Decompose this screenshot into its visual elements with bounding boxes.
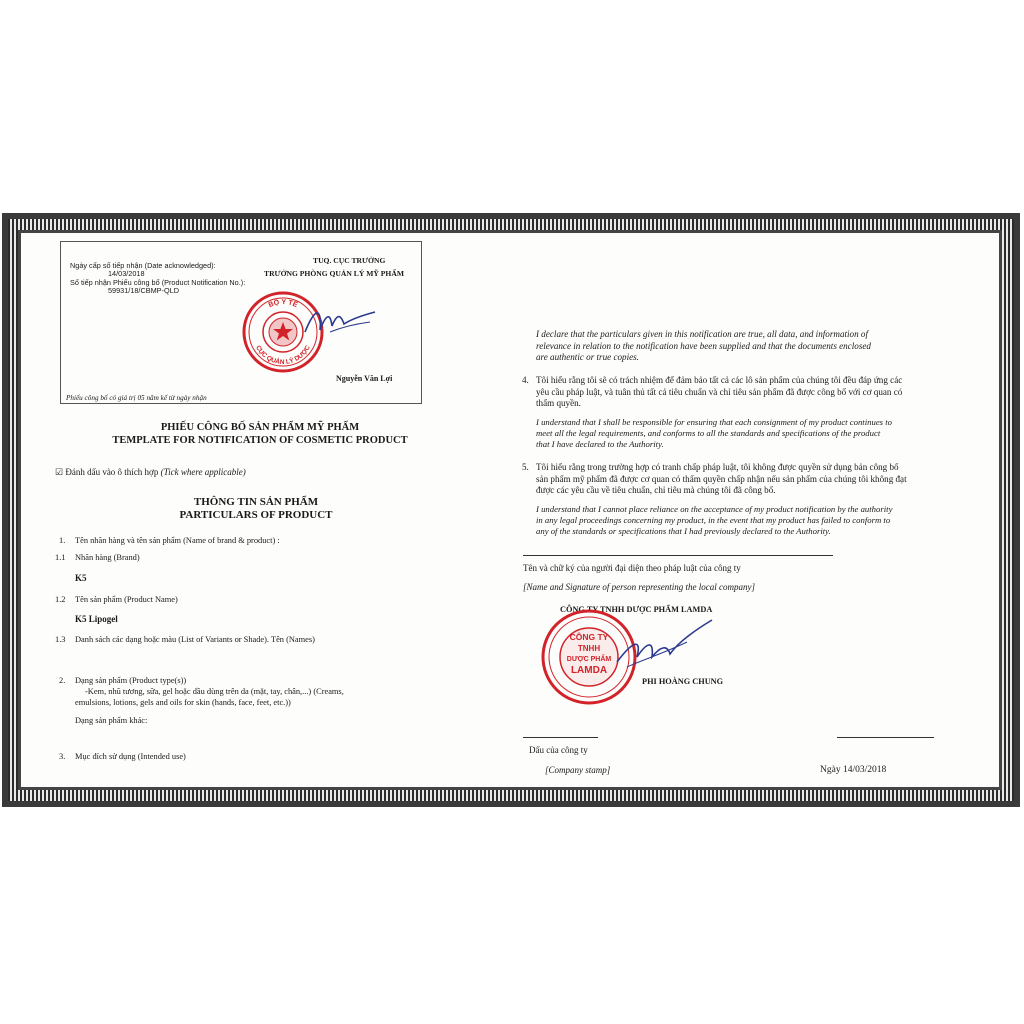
p4-vn xyxy=(536,375,980,410)
company-name: CÔNG TY TNHH DƯỢC PHẨM LAMDA xyxy=(560,605,713,614)
p4-vn-line3: thẩm quyền. xyxy=(536,398,581,409)
product-name-value: K5 Lipogel xyxy=(75,614,118,624)
validity-note: Phiếu công bố có giá trị 05 năm kể từ ngày nhận xyxy=(66,394,207,402)
company-seal-line4: LAMDA xyxy=(570,665,608,676)
p5-en-line1: I understand that I cannot place reliance on the acceptance of my product notification by the authority xyxy=(536,504,893,514)
section-title-vn: THÔNG TIN SẢN PHẨM xyxy=(193,496,319,508)
authority-signature-icon xyxy=(300,302,380,342)
p5-vn-line3: được các yêu cầu về tiêu chuẩn, chỉ tiêu mà chúng tôi đã công bố. xyxy=(536,485,776,496)
signature-label-en: [Name and Signature of person representing the local company] xyxy=(523,582,755,592)
document-date: Ngày 14/03/2018 xyxy=(820,765,887,775)
stamp-label-en: [Company stamp] xyxy=(545,765,611,775)
authority-line2: TRƯỞNG PHÒNG QUẢN LÝ MỸ PHẨM xyxy=(264,269,404,278)
authority-signer: Nguyễn Văn Lợi xyxy=(336,374,393,383)
item-1-1-text: Nhãn hàng (Brand) xyxy=(75,553,140,562)
p4-vn-line1: Tôi hiểu rằng tôi sẽ có trách nhiệm để đảm bảo tất cả các lô sản phẩm của chúng tôi đều đáp ứng các xyxy=(536,375,903,385)
p4-en-line3: that I have declared to the Authority. xyxy=(536,439,664,450)
company-seal-line2: TNHH xyxy=(577,644,601,653)
representative-name: PHI HOÀNG CHUNG xyxy=(642,677,724,686)
tick-checkbox: ☑ xyxy=(55,467,64,477)
declaration-en xyxy=(536,329,980,364)
item-2-text: Dạng sản phẩm (Product type(s)) xyxy=(75,676,187,685)
p5-en-line3: any of the standards or specifications that I had previously declared to the Authority. xyxy=(536,526,831,537)
p5-number: 5. xyxy=(522,462,529,472)
item-1-number: 1. xyxy=(59,536,66,545)
signature-line xyxy=(523,555,833,556)
date-ack-value: 14/03/2018 xyxy=(108,269,145,278)
declaration-en-line1: I declare that the particulars given in this notification are true, all data, and information of xyxy=(536,329,868,339)
p5-vn-line2: sản phẩm mỹ phẩm đã được cơ quan có thẩm quyền chấp nhận nếu sản phẩm của chúng tôi không đạt xyxy=(536,473,907,484)
stamp-label-vn: Dấu của công ty xyxy=(529,745,588,755)
signature-label-vn: Tên và chữ ký của người đại diện theo pháp luật của công ty xyxy=(523,563,741,573)
tick-note xyxy=(55,467,246,478)
declaration-en-line2: relevance in relation to the notification have been supplied and that the documents enclosed xyxy=(536,340,871,351)
stamp-line xyxy=(523,737,598,738)
item-1-2-text: Tên sản phẩm (Product Name) xyxy=(75,595,178,604)
seal-top-text: BỘ Y TẾ xyxy=(267,298,299,310)
company-signature-icon xyxy=(612,612,722,682)
item-2-line1: -Kem, nhũ tương, sữa, gel hoặc dầu dùng trên da (mặt, tay, chân,...) (Creams, xyxy=(85,687,344,696)
item-1-2-number: 1.2 xyxy=(55,595,66,604)
item-2-other: Dạng sản phẩm khác: xyxy=(75,716,148,725)
date-ack-label: Ngày cấp số tiếp nhận (Date acknowledged): xyxy=(70,261,216,270)
item-1-3-text: Danh sách các dạng hoặc màu (List of Variants or Shade). Tên (Names) xyxy=(75,635,315,644)
company-seal-line1: CÔNG TY xyxy=(569,632,609,642)
notif-no-label: Số tiếp nhận Phiếu công bố (Product Notification No.): xyxy=(70,278,246,287)
company-seal-line3: DƯỢC PHẨM xyxy=(566,656,612,663)
p4-en-line1: I understand that I shall be responsible for ensuring that each consignment of my product continues to xyxy=(536,417,892,427)
title-en: TEMPLATE FOR NOTIFICATION OF COSMETIC PRODUCT xyxy=(112,435,408,446)
item-2-number: 2. xyxy=(59,676,66,685)
p5-vn-line1: Tôi hiểu rằng trong trường hợp có tranh chấp pháp luật, tôi không được quyền sử dụng bản công bố xyxy=(536,462,899,472)
authority-line1: TUQ. CỤC TRƯỞNG xyxy=(313,256,386,265)
svg-text:BỘ Y TẾ xyxy=(268,297,300,309)
svg-text:CỤC QUẢN LÝ DƯỢC xyxy=(254,344,312,366)
p4-en xyxy=(536,417,980,451)
seal-bottom-text: CỤC QUẢN LÝ DƯỢC xyxy=(254,344,312,367)
p4-number: 4. xyxy=(522,375,529,385)
declaration-en-line3: are authentic or true copies. xyxy=(536,352,639,363)
item-1-1-number: 1.1 xyxy=(55,553,66,562)
item-1-text: Tên nhãn hàng và tên sản phẩm (Name of brand & product) : xyxy=(75,536,280,545)
p5-en xyxy=(536,504,980,538)
item-3-number: 3. xyxy=(59,752,66,761)
p4-en-line2: meet all the legal requirements, and conforms to all the standards and specifications of the product xyxy=(536,428,881,439)
section-title-en: PARTICULARS OF PRODUCT xyxy=(179,509,333,521)
item-1-3-number: 1.3 xyxy=(55,635,66,644)
tick-note-en: (Tick where applicable) xyxy=(160,467,246,477)
p4-vn-line2: yêu cầu pháp luật, và tuân thủ tất cả tiêu chuẩn và chỉ tiêu sản phẩm đã được công bố với cơ quan có xyxy=(536,386,903,397)
p5-en-line2: in any legal proceedings concerning my product, in the event that my product has failed to conform to xyxy=(536,515,891,526)
notif-no-value: 59931/18/CBMP-QLD xyxy=(108,286,179,295)
brand-value: K5 xyxy=(75,573,87,583)
date-line xyxy=(837,737,934,738)
p5-vn xyxy=(536,462,980,497)
item-2-line2: emulsions, lotions, gels and oils for skin (hands, face, feet, etc.)) xyxy=(75,698,291,707)
tick-note-vn: Đánh dấu vào ô thích hợp xyxy=(65,467,159,477)
item-3-text: Mục đích sử dụng (Intended use) xyxy=(75,752,186,761)
title-vn: PHIẾU CÔNG BỐ SẢN PHẨM MỸ PHẨM xyxy=(160,422,360,433)
